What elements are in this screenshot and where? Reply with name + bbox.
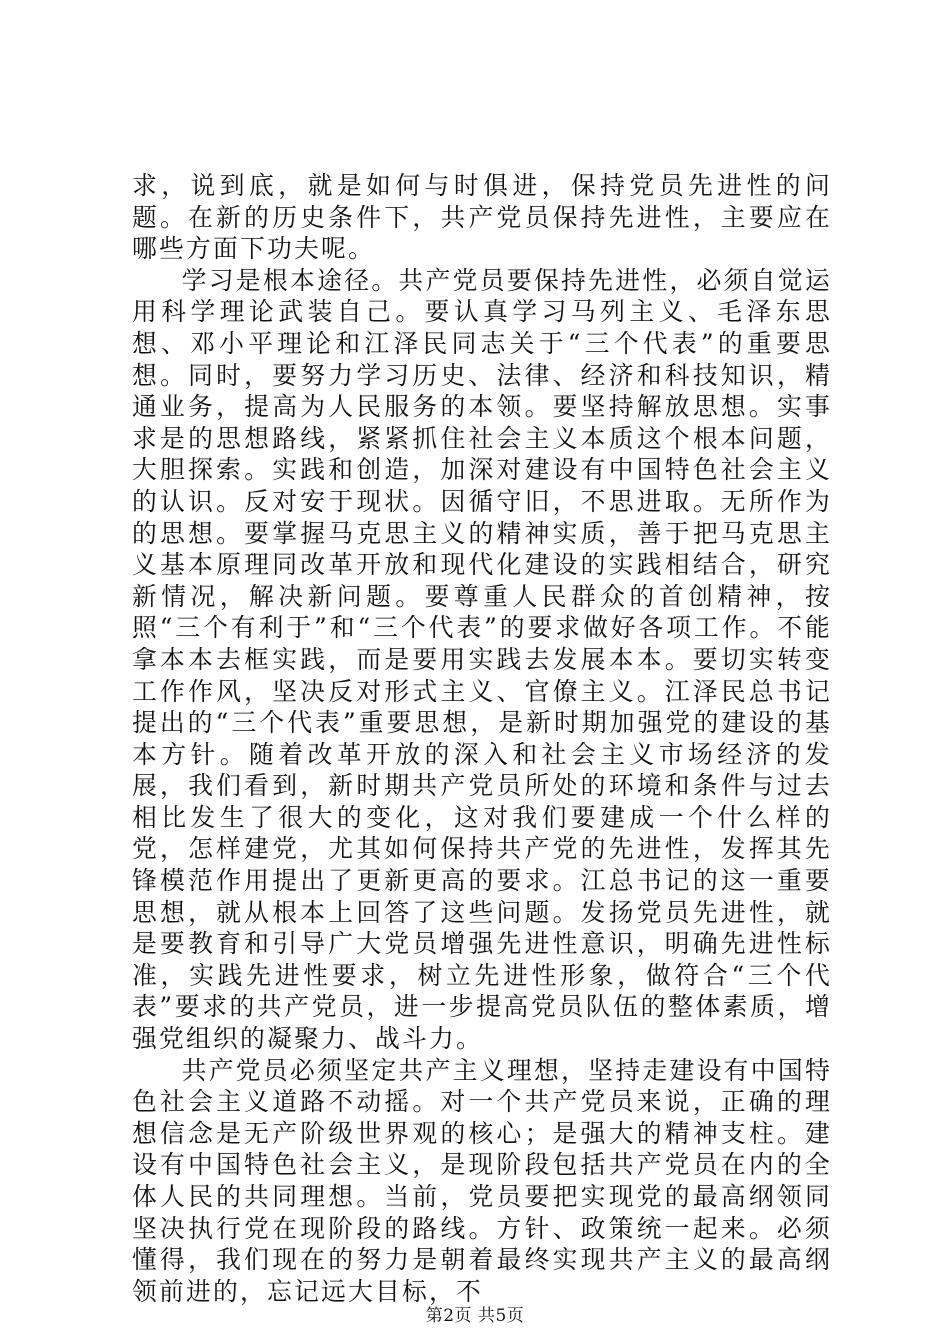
paragraph-2: 学习是根本途径。共产党员要保持先进性，必须自觉运用科学理论武装自己。要认真学习马列主义、毛泽东思想、邓小平理论和江泽民同志关于“三个代表”的重要思想。同时，要努力学习历史、法律、经济和科技知识，精通业务，提高为人民服务的本领。要坚持解放思想。实事求是的思想路线，紧紧抓住社会主义本质这个根本问题，大胆探索。实践和创造，加深对建设有中国特色社会主义的认识。反对安于现状。因循守旧，不思进取。无所作为的思想。要掌握马克思主义的精神实质，善于把马克思主义基本原理同改革开放和现代化建设的实践相结合，研究新情况，解决新问题。要尊重人民群众的首创精神，按照“三个有利于”和“三个代表”的要求做好各项工作。不能拿本本去框实践，而是要用实践去发展本本。要切实转变工作作风，坚决反对形式主义、官僚主义。江泽民总书记提出的“三个代表”重要思想，是新时期加强党的建设的基本方针。随着改革开放的深入和社会主义市场经济的发展，我们看到，新时期共产党员所处的环境和条件与过去相比发生了很大的变化，这对我们要建成一个什么样的党，怎样建党，尤其如何保持共产党的先进性，发挥其先锋模范作用提出了更新更高的要求。江总书记的这一重要思想，就从根本上回答了这些问题。发扬党员先进性，就是要教育和引导广大党员增强先进性意识，明确先进性标准，实践先进性要求，树立先进性形象，做符合“三个代表”要求的共产党员，进一步提高党员队伍的整体素质，增强党组织的凝聚力、战斗力。	[132, 265, 832, 1054]
document-body	[132, 170, 832, 1307]
page-number-footer: 第2页 共5页	[425, 1306, 525, 1326]
paragraph-3: 共产党员必须坚定共产主义理想，坚持走建设有中国特色社会主义道路不动摇。对一个共产党员来说，正确的理想信念是无产阶级世界观的核心；是强大的精神支柱。建设有中国特色社会主义，是现阶段包括共产党员在内的全体人民的共同理想。当前，党员要把实现党的最高纲领同坚决执行党在现阶段的路线。方针、政策统一起来。必须懂得，我们现在的努力是朝着最终实现共产主义的最高纲领前进的，忘记远大目标，不	[132, 1055, 832, 1306]
paragraph-1: 求，说到底，就是如何与时俱进，保持党员先进性的问题。在新的历史条件下，共产党员保持先进性，主要应在哪些方面下功夫呢。	[132, 171, 832, 264]
